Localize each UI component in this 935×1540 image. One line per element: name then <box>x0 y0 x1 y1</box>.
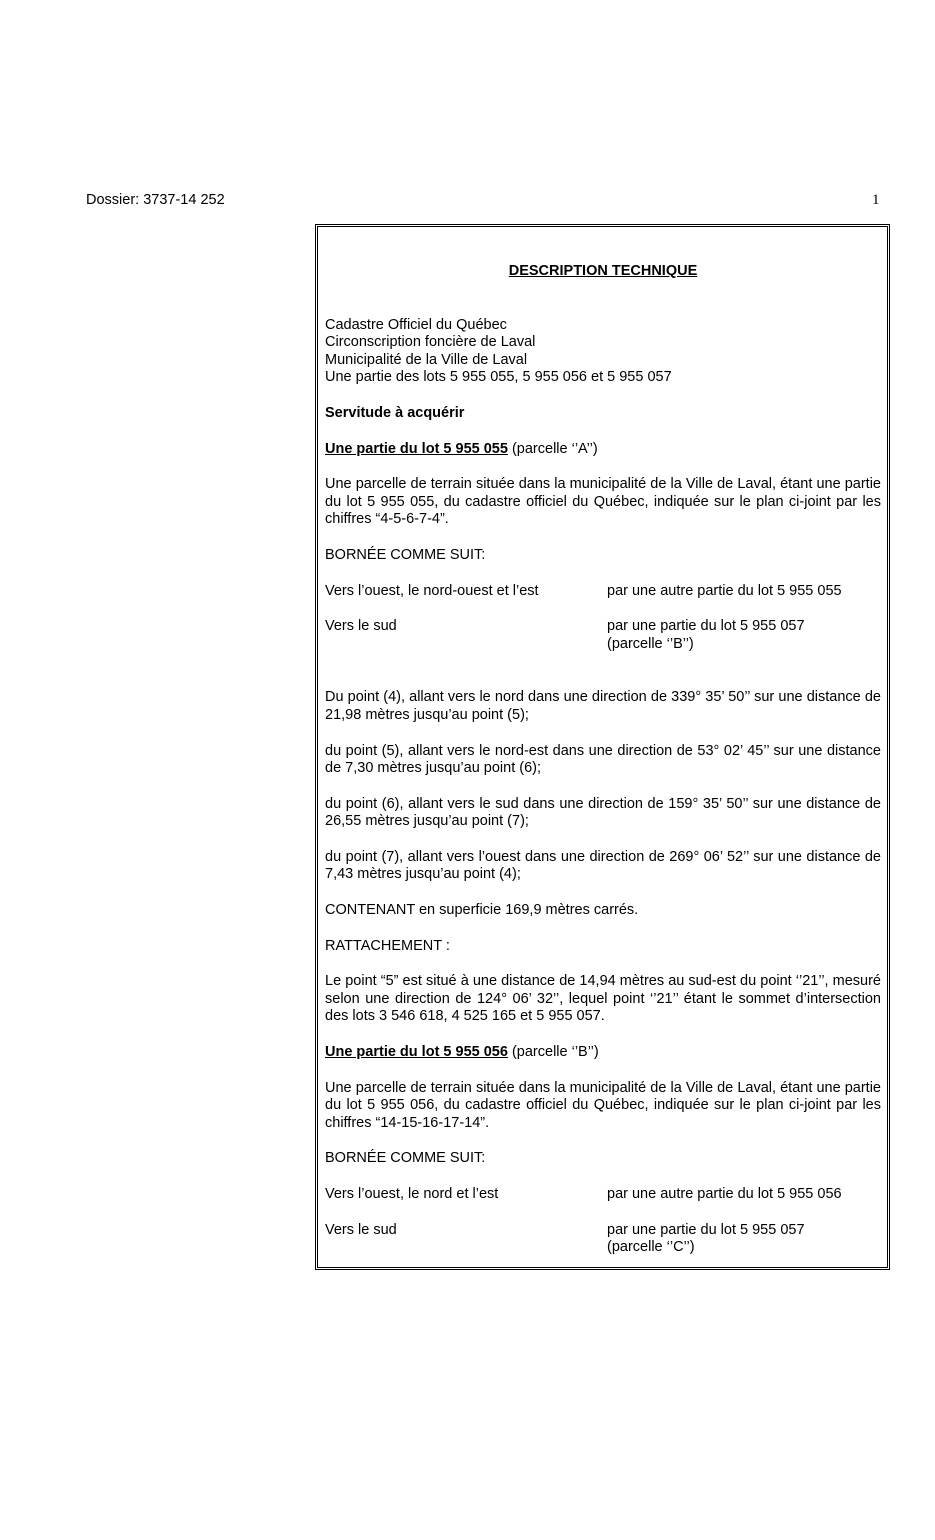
address-block <box>325 317 881 387</box>
course-paragraph: du point (7), allant vers l’ouest dans une direction de 269° 06’ 52’’ sur une distance de 7,43 mètres jusqu’au point (4); <box>325 848 881 883</box>
parcel-a-description: Une parcelle de terrain située dans la municipalité de la Ville de Laval, étant une partie du lot 5 955 055, du cadastre officiel du Québec, indiquée sur le plan ci-joint par les chiffres “4-5-6-7-4”. <box>325 476 881 528</box>
bound-direction: Vers le sud <box>325 618 397 635</box>
rattachement-label: RATTACHEMENT : <box>325 937 450 954</box>
parcel-b-description: Une parcelle de terrain située dans la municipalité de la Ville de Laval, étant une partie du lot 5 955 056, du cadastre officiel du Québec, indiquée sur le plan ci-joint par les chiffres “14-15-16-17-14”. <box>325 1079 881 1131</box>
parcel-a-lot: Une partie du lot 5 955 055 <box>325 440 508 457</box>
area-statement: CONTENANT en superficie 169,9 mètres carrés. <box>325 902 639 919</box>
servitude-heading: Servitude à acquérir <box>325 404 465 421</box>
bound-row <box>325 618 881 653</box>
dossier-number: Dossier: 3737-14 252 <box>86 192 225 208</box>
page-number: 1 <box>872 192 880 208</box>
course-paragraph: du point (5), allant vers le nord-est dans une direction de 53° 02’ 45’’ sur une distance de 7,30 mètres jusqu’au point (6); <box>325 742 881 777</box>
document-frame <box>315 224 890 1270</box>
parcel-b-heading <box>325 1044 881 1062</box>
address-line: Municipalité de la Ville de Laval <box>325 351 528 368</box>
bound-neighbor: par une autre partie du lot 5 955 055 <box>607 582 842 599</box>
course-paragraph: du point (6), allant vers le sud dans une direction de 159° 35’ 50’’ sur une distance de 26,55 mètres jusqu’au point (7); <box>325 795 881 830</box>
bound-neighbor: par une partie du lot 5 955 057 <box>607 1221 805 1238</box>
rattachement-text: Le point “5” est situé à une distance de 14,94 mètres au sud-est du point ‘’21’’, mesuré selon une direction de 124° 06’ 32’’, lequel point ‘’21’’ étant le sommet d’intersection des lots 3 546 618, 4 525 165 et 5 955 057. <box>325 973 881 1025</box>
parcel-a-label: (parcelle ‘’A’’) <box>507 440 598 457</box>
bound-row <box>325 1186 881 1204</box>
parcel-b-label: (parcelle ‘’B’’) <box>507 1044 599 1061</box>
parcel-a-bornee: BORNÉE COMME SUIT: <box>325 546 486 563</box>
address-line: Circonscription foncière de Laval <box>325 334 536 351</box>
course-paragraph: Du point (4), allant vers le nord dans une direction de 339° 35’ 50’’ sur une distance de 21,98 mètres jusqu’au point (5); <box>325 689 881 723</box>
address-line: Une partie des lots 5 955 055, 5 955 056 et 5 955 057 <box>325 369 672 386</box>
bound-direction: Vers le sud <box>325 1221 397 1238</box>
bound-row <box>325 583 881 601</box>
document-title: DESCRIPTION TECHNIQUE <box>508 263 698 279</box>
bound-direction: Vers l’ouest, le nord et l’est <box>325 1186 499 1202</box>
bound-neighbor-parcel: (parcelle ‘’C’’) <box>607 1239 695 1256</box>
bound-row <box>325 1222 881 1257</box>
parcel-b-bornee: BORNÉE COMME SUIT: <box>325 1150 486 1167</box>
bound-neighbor: par une autre partie du lot 5 955 056 <box>607 1186 842 1202</box>
bound-neighbor: par une partie du lot 5 955 057 <box>607 618 805 635</box>
parcel-a-heading <box>325 441 881 459</box>
document-content <box>325 263 881 1275</box>
address-line: Cadastre Officiel du Québec <box>325 316 507 333</box>
bound-direction: Vers l’ouest, le nord-ouest et l’est <box>325 582 539 599</box>
bound-neighbor-parcel: (parcelle ‘’B’’) <box>607 635 694 652</box>
parcel-b-lot: Une partie du lot 5 955 056 <box>325 1044 508 1061</box>
